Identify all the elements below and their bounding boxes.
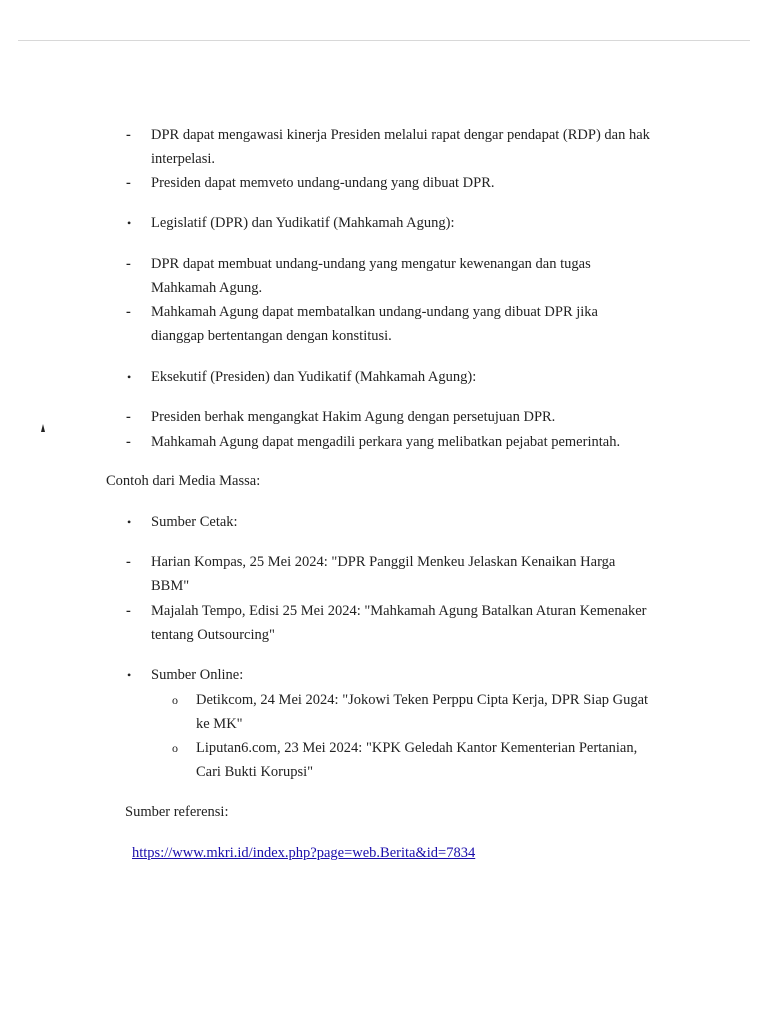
bullet-marker: • <box>127 515 132 529</box>
dash-marker: - <box>126 304 131 320</box>
reference-label: Sumber referensi: <box>125 804 229 820</box>
dash-marker: - <box>126 434 131 450</box>
list-item-text: Liputan6.com, 23 Mei 2024: "KPK Geledah Kantor Kementerian Pertanian, <box>196 740 638 756</box>
list-item-text: interpelasi. <box>151 151 216 167</box>
bullet-marker: • <box>127 216 132 230</box>
list-item-text: DPR dapat mengawasi kinerja Presiden melalui rapat dengar pendapat (RDP) dan hak <box>151 127 650 143</box>
dash-marker: - <box>126 554 131 570</box>
section-heading-sumber-online: Sumber Online: <box>151 667 244 683</box>
list-item-text: Harian Kompas, 25 Mei 2024: "DPR Panggil Menkeu Jelaskan Kenaikan Harga <box>151 554 616 570</box>
dash-marker: - <box>126 603 131 619</box>
section-heading-sumber-cetak: Sumber Cetak: <box>151 514 238 530</box>
list-item-text: tentang Outsourcing" <box>151 627 275 643</box>
section-heading-eksekutif-yudikatif: Eksekutif (Presiden) dan Yudikatif (Mahkamah Agung): <box>151 369 477 385</box>
margin-mark-icon <box>40 423 46 435</box>
list-item-text: Detikcom, 24 Mei 2024: "Jokowi Teken Perppu Cipta Kerja, DPR Siap Gugat <box>196 692 649 708</box>
section-heading-legislatif-yudikatif: Legislatif (DPR) dan Yudikatif (Mahkamah Agung): <box>151 215 455 231</box>
list-item-text: ke MK" <box>196 716 243 732</box>
list-item-text: Majalah Tempo, Edisi 25 Mei 2024: "Mahkamah Agung Batalkan Aturan Kemenaker <box>151 603 647 619</box>
bullet-marker: • <box>127 668 132 682</box>
list-item-text: Mahkamah Agung dapat mengadili perkara yang melibatkan pejabat pemerintah. <box>151 434 621 450</box>
dash-marker: - <box>126 175 131 191</box>
circle-marker: o <box>172 741 178 755</box>
dash-marker: - <box>126 409 131 425</box>
list-item-text: dianggap bertentangan dengan konstitusi. <box>151 328 392 344</box>
list-item-text: BBM" <box>151 578 190 594</box>
list-item-text: Presiden berhak mengangkat Hakim Agung dengan persetujuan DPR. <box>151 409 556 425</box>
list-item-text: Mahkamah Agung. <box>151 280 263 296</box>
list-item-text: Presiden dapat memveto undang-undang yang dibuat DPR. <box>151 175 495 191</box>
dash-marker: - <box>126 127 131 143</box>
list-item-text: Cari Bukti Korupsi" <box>196 764 314 780</box>
bullet-marker: • <box>127 370 132 384</box>
list-item-text: DPR dapat membuat undang-undang yang mengatur kewenangan dan tugas <box>151 256 591 272</box>
media-heading: Contoh dari Media Massa: <box>106 473 261 489</box>
reference-link[interactable]: https://www.mkri.id/index.php?page=web.Berita&id=7834 <box>132 845 476 861</box>
top-divider <box>18 40 750 41</box>
circle-marker: o <box>172 693 178 707</box>
list-item-text: Mahkamah Agung dapat membatalkan undang-undang yang dibuat DPR jika <box>151 304 598 320</box>
dash-marker: - <box>126 256 131 272</box>
